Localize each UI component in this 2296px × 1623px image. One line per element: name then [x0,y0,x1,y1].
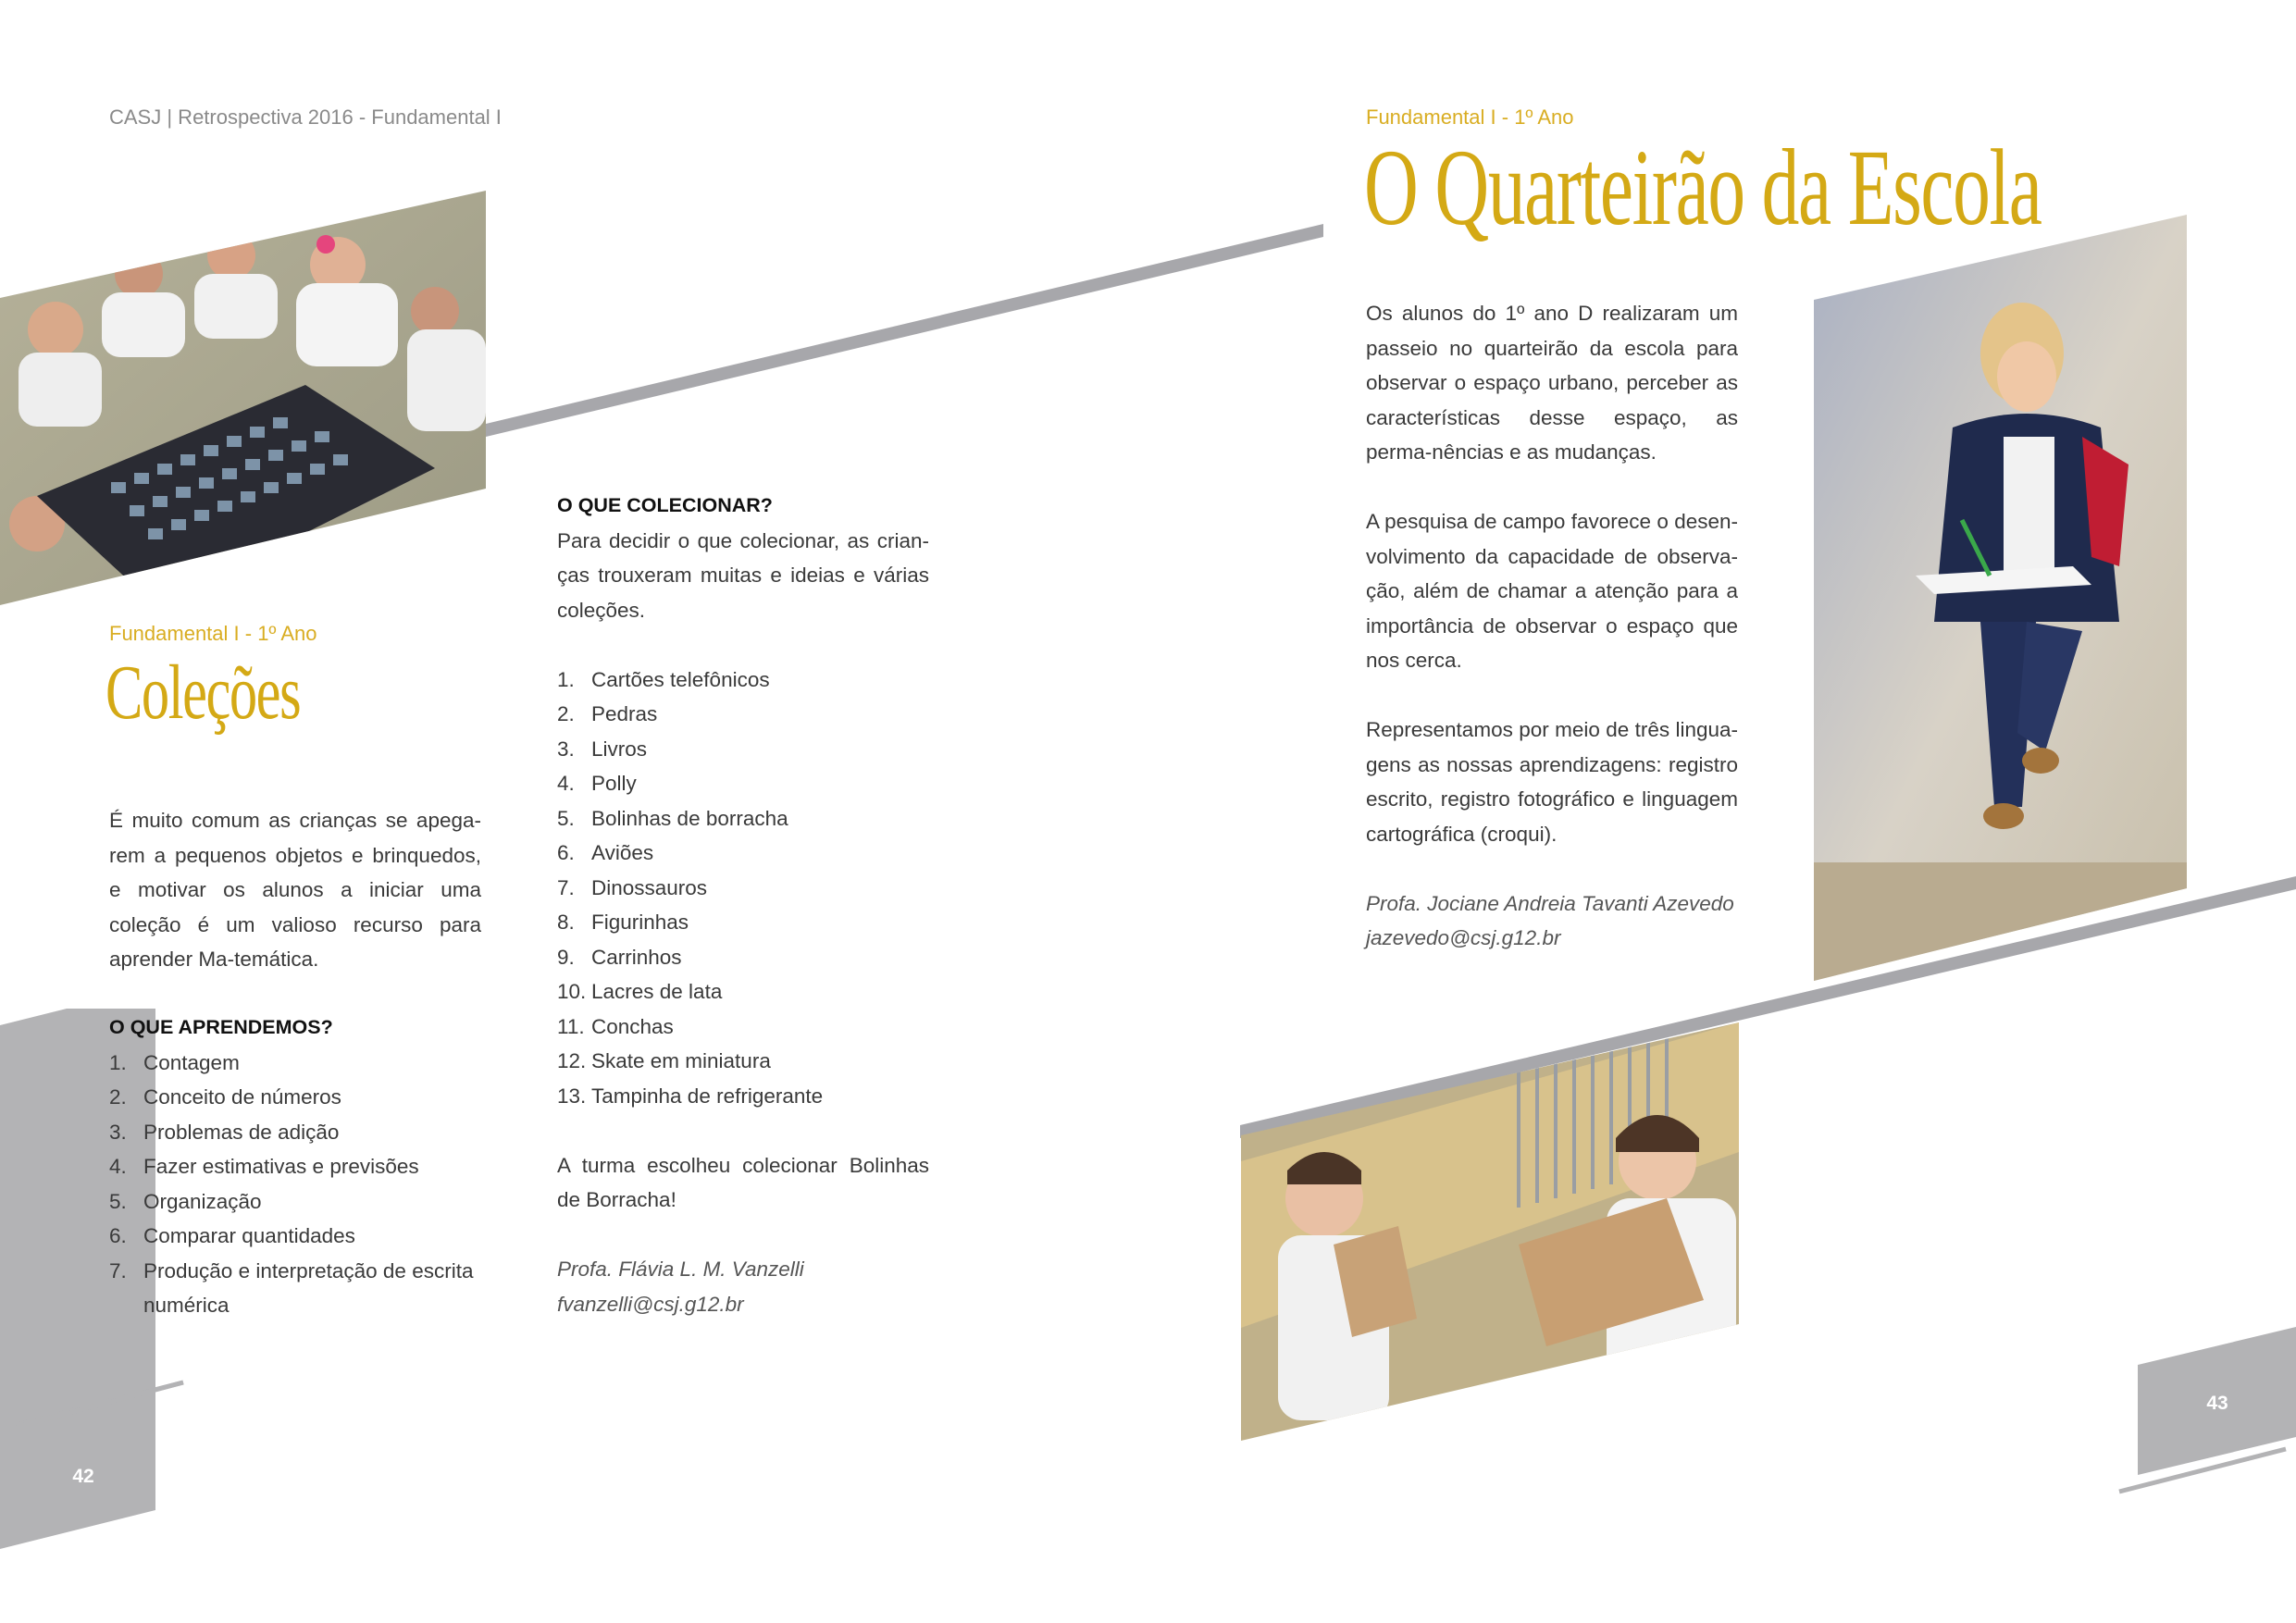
list-item-number: 4. [557,772,575,795]
list-item-number: 11. [557,1014,585,1038]
list-item [557,801,929,836]
list-item [109,1115,498,1150]
left-intro [109,803,481,977]
left-kicker: Fundamental I - 1º Ano [109,622,317,645]
list-item-text: Dinossauros [591,875,708,899]
left-teacher: Profa. Flávia L. M. Vanzelli [557,1258,804,1281]
list-item-number: 9. [557,945,575,969]
list-item [557,1010,929,1045]
page-number-left: 42 [72,1466,94,1487]
list-item-number: 1. [557,667,575,691]
list-item [109,1080,498,1115]
list-item-text: Lacres de lata [591,980,723,1003]
list-item-text: Carrinhos [591,945,682,969]
learned-list [109,1046,498,1323]
right-kicker: Fundamental I - 1º Ano [1366,105,1574,129]
list-item-number: 2. [557,702,575,725]
list-item-number: 13. [557,1084,587,1108]
list-item-text: Problemas de adição [143,1120,340,1144]
list-item-text: Conchas [591,1014,674,1038]
list-item [557,766,929,801]
list-item-text: Skate em miniatura [591,1049,771,1072]
left-intro-text: É muito comum as crianças se apega-rem a pequenos objetos e brinquedos, e motivar os alunos a iniciar uma coleção é um valioso recurso para aprender Ma-temática. [109,809,481,971]
list-item-number: 7. [109,1258,127,1282]
list-item-number: 4. [109,1155,127,1178]
right-teacher: Profa. Jociane Andreia Tavanti Azevedo [1366,891,1734,915]
list-item [109,1046,498,1081]
list-item-number: 1. [109,1050,127,1074]
list-item [557,732,929,767]
photo-girl-drawing [1814,215,2187,981]
list-item-number: 3. [557,737,575,761]
list-item [109,1254,498,1323]
list-item-number: 10. [557,980,587,1003]
list-item [109,1184,498,1220]
learned-heading: O QUE APRENDEMOS? [109,1016,333,1038]
list-item-text: Polly [591,772,637,795]
right-article [1366,296,1738,956]
left-email: fvanzelli@csj.g12.br [557,1292,744,1316]
list-item-number: 5. [109,1189,127,1213]
page-number-right: 43 [2206,1393,2228,1414]
list-item [557,697,929,732]
list-item-text: Pedras [591,702,658,725]
list-item [557,663,929,698]
running-head: CASJ | Retrospectiva 2016 - Fundamental I [109,105,502,129]
list-item [557,836,929,871]
list-item-number: 8. [557,911,575,934]
list-item-text: Aviões [591,841,654,864]
list-item-number: 6. [557,841,575,864]
list-item-text: Comparar quantidades [143,1224,355,1247]
list-item-text: Livros [591,737,648,761]
left-conclusion: A turma escolheu colecionar Bolinhas de Borracha! [557,1153,929,1211]
list-item-number: 6. [109,1224,127,1247]
list-item [557,1079,929,1114]
list-item-number: 2. [109,1085,127,1109]
right-title: O Quarteirão da Escola [1364,127,2042,248]
list-item-text: Cartões telefônicos [591,667,770,691]
list-item-number: 12. [557,1049,587,1072]
list-item-text: Fazer estimativas e previsões [143,1155,419,1178]
right-email: jazevedo@csj.g12.br [1366,926,1561,949]
right-paragraph-1: Os alunos do 1º ano D realizaram um passeio no quarteirão da escola para observar o espaço urbano, perceber as características desse espaço, as perma-nências e as mudanças. [1366,302,1738,464]
list-item [109,1149,498,1184]
collect-list [557,663,929,1114]
collect-section [557,489,929,1321]
list-item [557,974,929,1010]
list-item [557,905,929,940]
list-item-text: Figurinhas [591,911,689,934]
learned-section [109,1010,498,1323]
list-item-text: Produção e interpretação de escrita numérica [143,1258,474,1317]
list-item-text: Contagem [143,1050,240,1074]
girl-photo-illustration [1814,215,2187,981]
collect-heading: O QUE COLECIONAR? [557,494,773,516]
list-item-text: Organização [143,1189,262,1213]
collect-intro: Para decidir o que colecionar, as crian-ças trouxeram muitas e ideias e várias coleções. [557,528,929,622]
left-title: Coleções [105,650,301,736]
list-item [557,871,929,906]
list-item-text: Bolinhas de borracha [591,806,788,830]
list-item-text: Tampinha de refrigerante [591,1084,824,1108]
right-paragraph-2: A pesquisa de campo favorece o desen-volvimento da capacidade de observa-ção, além de chamar a atenção para a importância de observar o espaço que nos cerca. [1366,510,1738,672]
list-item-number: 7. [557,875,575,899]
list-item [557,1044,929,1079]
list-item-number: 3. [109,1120,127,1144]
list-item-text: Conceito de números [143,1085,341,1109]
list-item-number: 5. [557,806,575,830]
list-item [557,940,929,975]
right-paragraph-3: Representamos por meio de três lingua-gens as nossas aprendizagens: registro escrito, registro fotográfico e linguagem cartográfica (croqui). [1366,718,1738,846]
list-item [109,1219,498,1254]
